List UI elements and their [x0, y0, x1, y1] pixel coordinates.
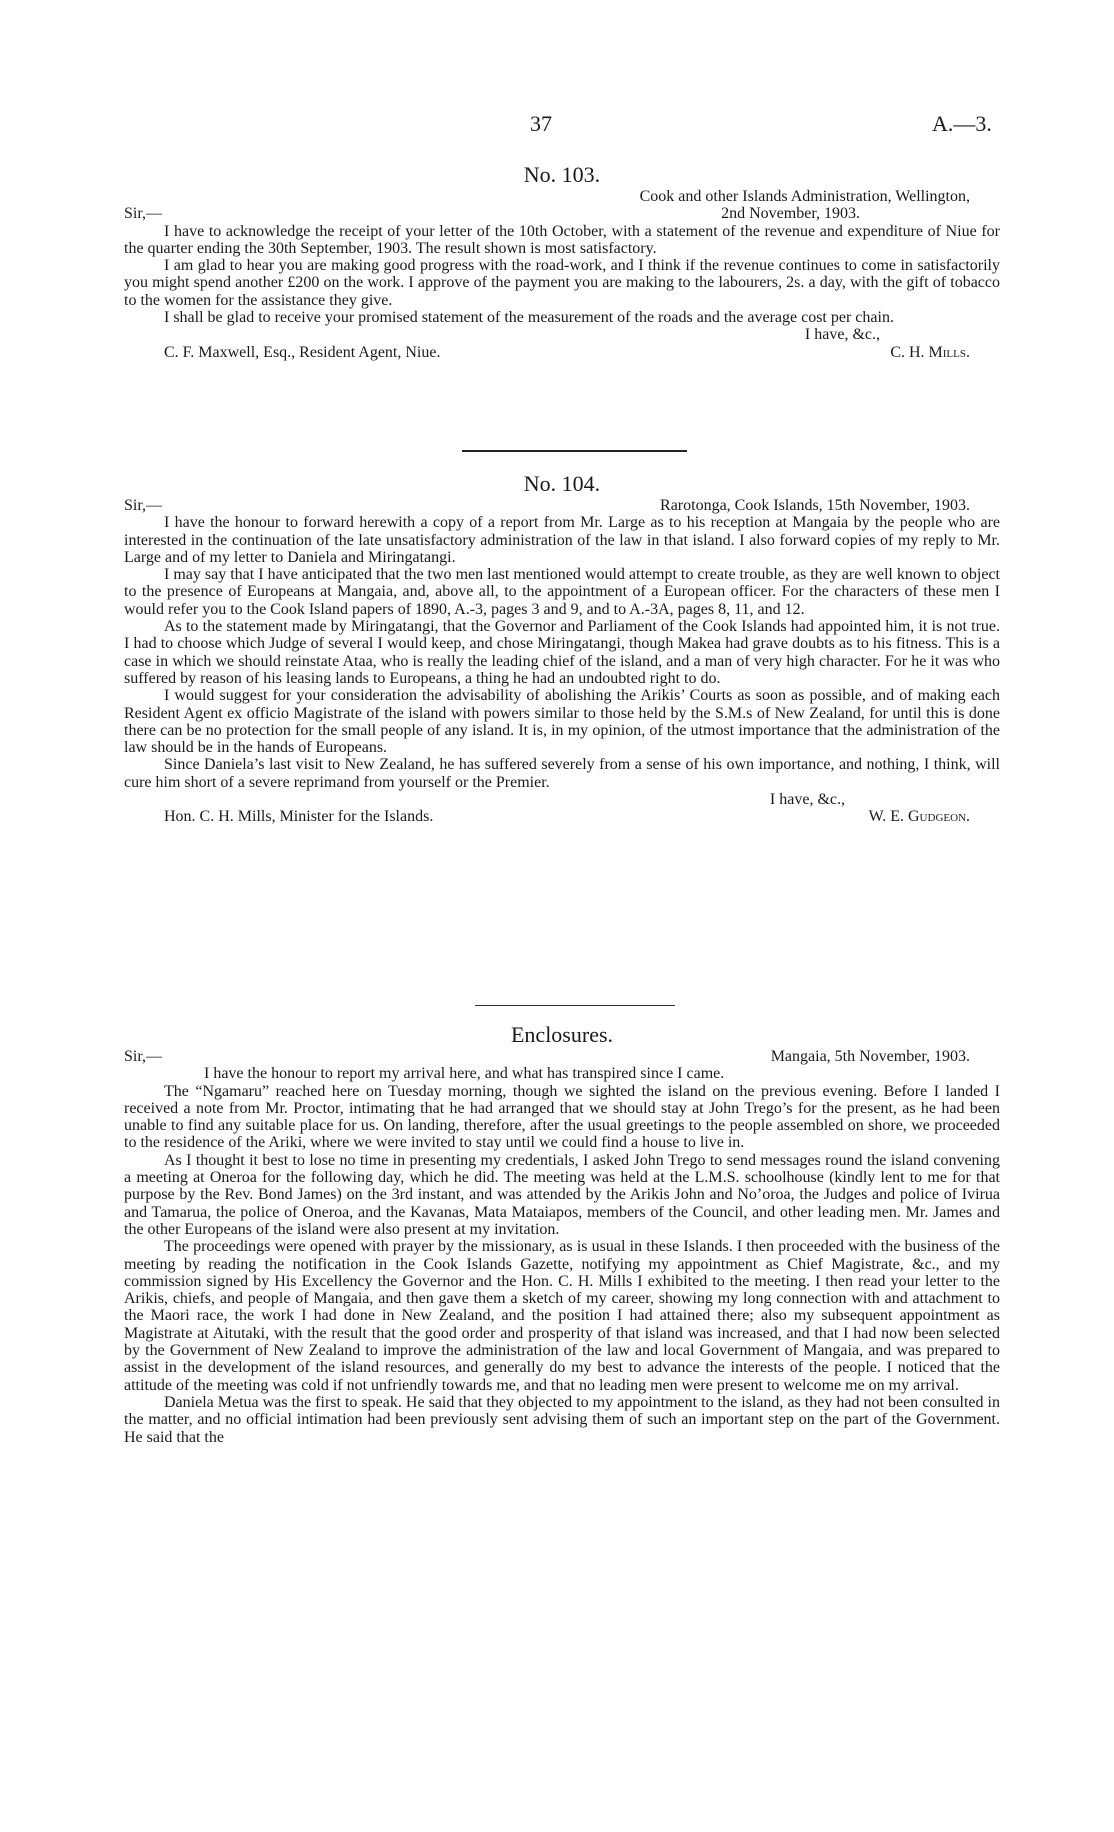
letter-103-paragraph: I have to acknowledge the receipt of your letter of the 10th October, with a statement of the revenue and expenditure of Niue for the quarter ending the 30th September, 1903. The result shown is most satisfactory.: [124, 222, 1000, 257]
letter-104-title: No. 104.: [523, 471, 601, 496]
letter-104-salutation: Sir,—: [124, 497, 163, 514]
letter-104-paragraph: As to the statement made by Miringatangi, that the Governor and Parliament of the Cook Islands had appointed him, it is not true. I had to choose which Judge of several I would keep, and chose Miringatangi, though Makea had grave doubts as to his fitness. This is a case in which we should reinstate Ataa, who is really the leading chief of the island, and a man of very high character. For he it was who suffered by reason of his leasing lands to Europeans, a thing he had an undoubted right to do.: [124, 618, 1000, 687]
enclosures-paragraph: I have the honour to report my arrival here, and what has transpired since I came.: [204, 1065, 725, 1083]
enclosures-paragraph: The proceedings were opened with prayer by the missionary, as is usual in these Islands. I then proceeded with the business of the meeting by reading the notification in the Cook Islands Gazette, notifying my appointment as Chief Magistrate, &c., and my commission signed by His Excellency the Governor and the Hon. C. H. Mills I exhibited to the meeting. I then read your letter to the Arikis, chiefs, and people of Mangaia, and then gave them a sketch of my career, showing my long connection with and attachment to the Maori race, the work I had done in New Zealand, and the position I had attained there; also my subsequent appointment as Magistrate at Aitutaki, with the result that the good order and prosperity of that island was increased, and that I had now been selected by the Government of New Zealand to improve the administration of the law and local Government of Mangaia, and was prepared to assist in the development of the island resources, and generally do my best to advance the interests of the people. I noticed that the attitude of the meeting was cold if not unfriendly towards me, and that no leading men were present to welcome me on my arrival.: [124, 1238, 1000, 1394]
letter-103-paragraph: I shall be glad to receive your promised statement of the measurement of the roads and the average cost per chain.: [164, 309, 894, 327]
enclosures-salutation: Sir,—: [124, 1048, 163, 1065]
letter-103-title: No. 103.: [523, 162, 601, 187]
letter-104-addressee: Hon. C. H. Mills, Minister for the Islands.: [164, 808, 434, 826]
letter-104-address: Rarotonga, Cook Islands, 15th November, 1903.: [660, 497, 970, 514]
letter-104-paragraph: I have the honour to forward herewith a copy of a report from Mr. Large as to his reception at Mangaia by the people who are interested in the continuation of the late unsatisfactory administration of the law in that island. I also forward copies of my reply to Mr. Large and of my letter to Daniela and Miringatangi.: [124, 514, 1000, 566]
letter-104-paragraph: I would suggest for your consideration the advisability of abolishing the Arikis’ Courts as soon as possible, and of making each Resident Agent ex officio Magistrate of the island with powers similar to those held by the S.M.s of New Zealand, for until this is done there can be no protection for the small people of any island. It is, in my opinion, of the utmost importance that the administration of the law should be in the hands of Europeans.: [124, 687, 1000, 757]
letter-103-paragraph: I am glad to hear you are making good progress with the road-work, and I think if the revenue continues to come in satisfactorily you might spend another £200 on the work. I approve of the payment you are making to the labourers, 2s. a day, with the gift of tobacco to the women for the assistance they give.: [124, 257, 1000, 309]
letter-104: [124, 471, 1000, 826]
letter-103-closing: I have, &c.,: [804, 326, 880, 344]
letter-104-signature: W. E. Gudgeon.: [868, 808, 970, 826]
enclosures-paragraph: As I thought it best to lose no time in presenting my credentials, I asked John Trego to send messages round the island convening a meeting at Oneroa for the following day, which he did. The meeting was held at the L.M.S. schoolhouse (kindly lent to me for that purpose by the Rev. Bond James) on the 3rd instant, and was attended by the Arikis John and No’oroa, the Judges and police of Ivirua and Tamarua, the police of Oneroa, and the Kavanas, Mata Mataiapos, members of the Council, and other leading men. Mr. James and the other Europeans of the island were also present at my invitation.: [124, 1151, 1000, 1238]
letter-103-signature: C. H. Mills.: [890, 343, 970, 361]
enclosures-address: Mangaia, 5th November, 1903.: [770, 1048, 970, 1065]
letter-103-addressee: C. F. Maxwell, Esq., Resident Agent, Niue.: [164, 343, 441, 361]
letter-103-address: Cook and other Islands Administration, Wellington,: [639, 188, 970, 205]
enclosures-paragraph: The “Ngamaru” reached here on Tuesday morning, though we sighted the island on the previous evening. Before I landed I received a note from Mr. Proctor, intimating that he had arranged that we should stay at John Trego’s for the present, as he had been unable to find any suitable place for us. On landing, therefore, after the usual greetings to the people assembled on shore, we proceeded to the residence of the Ariki, where we were invited to stay until we could find a house to live in.: [124, 1082, 1000, 1152]
page-number: 37: [530, 111, 552, 136]
letter-104-paragraph: Since Daniela’s last visit to New Zealand, he has suffered severely from a sense of his own importance, and nothing, I think, will cure him short of a severe reprimand from yourself or the Premier.: [124, 756, 1000, 791]
letter-103-date: 2nd November, 1903.: [721, 205, 860, 223]
enclosures-title: Enclosures.: [510, 1022, 614, 1047]
letter-104-closing: I have, &c.,: [769, 791, 845, 809]
enclosures: [124, 1022, 1000, 1446]
letter-104-paragraph: I may say that I have anticipated that the two men last mentioned would attempt to create trouble, as they are well known to object to the presence of Europeans at Mangaia, and, above all, to the appointment of a European officer. For the characters of these men I would refer you to the Cook Island papers of 1890, A.-3, pages 3 and 9, and to A.-3A, pages 8, 11, and 12.: [124, 566, 1000, 618]
document-reference: A.—3.: [932, 111, 992, 136]
letter-103-salutation: Sir,—: [124, 205, 163, 223]
letter-103: [124, 162, 1000, 361]
enclosures-paragraph: Daniela Metua was the first to speak. He said that they objected to my appointment to the island, as they had not been consulted in the matter, and no official intimation had been previously sent advising them of such an important step on the part of the Government. He said that the: [124, 1393, 1000, 1446]
section-divider: [475, 1005, 675, 1006]
section-divider: [462, 450, 687, 452]
